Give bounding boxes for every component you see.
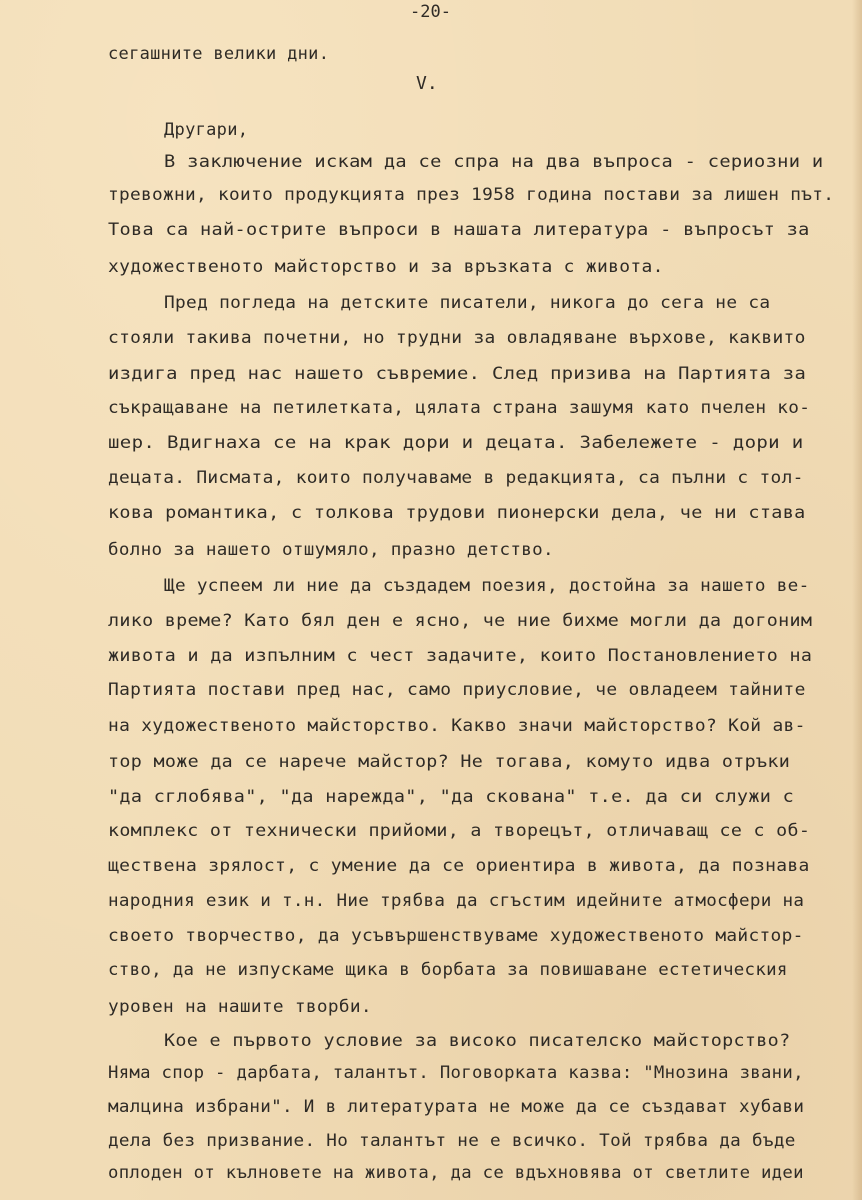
section-numeral: V. — [416, 73, 438, 94]
text-line: народния език и т.н. Ние трябва да сгъстим идейните атмосфери на — [108, 891, 805, 911]
text-line: стояли такива почетни, но трудни за овладяване върхове, каквито — [108, 328, 806, 348]
text-line: "да сглобява", "да нарежда", "да скована" т.е. да си служи с — [108, 787, 795, 807]
text-line: своето творчество, да усъвършенствуваме художественото майстор- — [108, 926, 804, 946]
text-line: децата. Писмата, които получаваме в редакцията, са пълни с тол- — [108, 468, 804, 488]
text-line: малцина избрани". И в литературата не може да се създават хубави — [108, 1097, 805, 1117]
text-line: ство, да не изпускаме щика в борбата за повишаване естетическия — [108, 960, 788, 980]
text-line: Кое е първото условие за високо писателско майсторство? — [164, 1031, 791, 1051]
text-line: Другари, — [164, 120, 249, 140]
text-line: на художественото майсторство. Какво значи майсторство? Кой ав- — [108, 716, 806, 736]
text-line: тор може да се нарече майстор? Не тогава, комуто идва отръки — [108, 752, 791, 772]
text-line: уровен на нашите творби. — [108, 997, 372, 1017]
text-line: комплекс от технически прийоми, а творецът, отличаващ се с об- — [108, 821, 811, 841]
text-line: шер. Вдигнаха се на крак дори и децата. Забележете - дори и — [108, 433, 804, 453]
paper-edge-shadow — [852, 0, 862, 1200]
text-line: оплоден от кълновете на живота, да се вдъхновява от светлите идеи — [108, 1163, 804, 1183]
text-line: съкращаване на петилетката, цялата страна зашумя като пчелен ко- — [108, 398, 811, 418]
text-line: кова романтика, с толкова трудови пионерски дела, че ни става — [108, 503, 806, 523]
text-line: живота и да изпълним с чест задачите, които Постановлението на — [108, 646, 813, 666]
text-line: Партията постави пред нас, само приусловие, че овладеем тайните — [108, 680, 806, 700]
text-line: ществена зрялост, с умение да се ориентира в живота, да познава — [108, 856, 810, 876]
text-line: Това са най-острите въпроси в нашата литература - въпросът за — [108, 220, 810, 240]
text-line: Няма спор - дарбата, талантът. Поговорката казва: "Мнозина звани, — [108, 1063, 804, 1083]
text-line: лико време? Като бял ден е ясно, че ние бихме могли да догоним — [108, 611, 813, 631]
text-line: художественото майсторство и за връзката с живота. — [108, 257, 664, 277]
text-line: сегашните велики дни. — [108, 44, 330, 64]
text-line: Ще успеем ли ние да създадем поезия, достойна за нашето ве- — [164, 576, 810, 596]
text-line: издига пред нас нашето съвремие. След призива на Партията за — [108, 364, 807, 384]
text-line: дела без призвание. Но талантът не е всичко. Той трябва да бъде — [108, 1131, 796, 1151]
text-line: Пред погледа на детските писатели, никога до сега не са — [164, 293, 771, 313]
text-line: болно за нашето отшумяло, празно детство. — [108, 540, 554, 560]
text-line: В заключение искам да се спра на два въпроса - сериозни и — [164, 152, 824, 172]
page-number: -20- — [410, 2, 451, 22]
text-line: тревожни, които продукцията през 1958 година постави за лишен път. — [108, 185, 835, 205]
